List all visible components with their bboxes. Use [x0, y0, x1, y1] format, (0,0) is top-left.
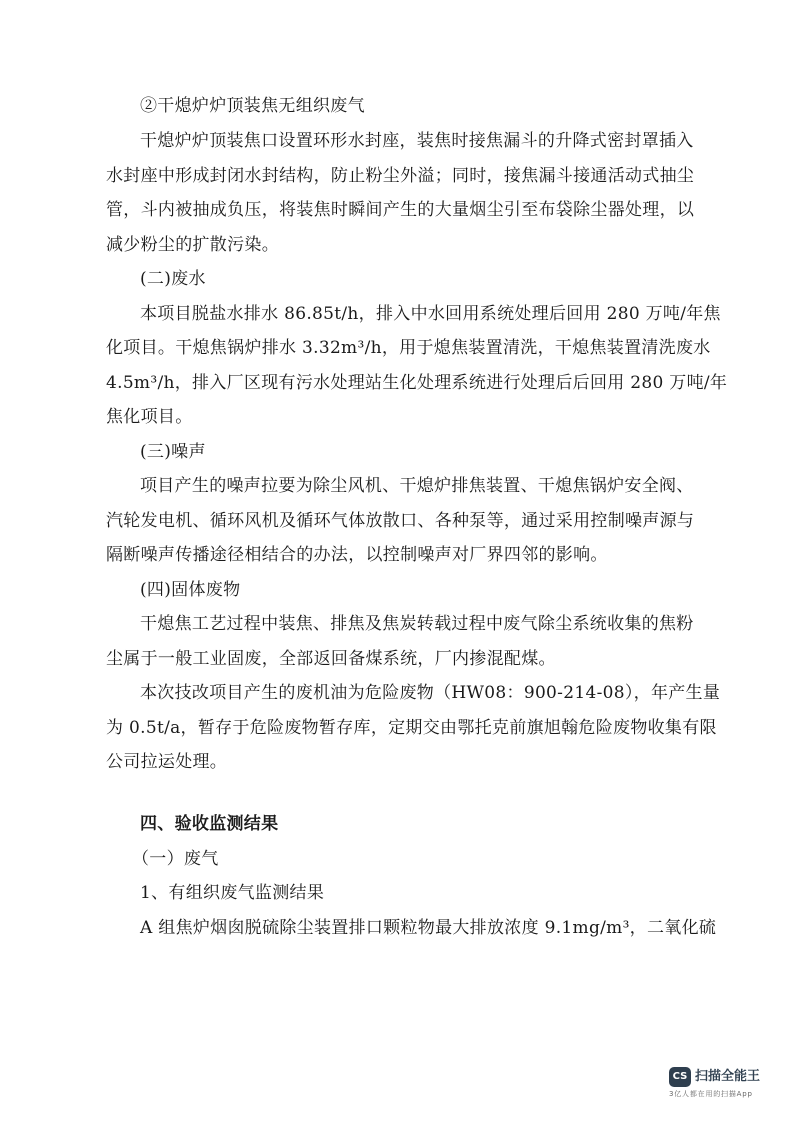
section-heading: （一）废气 [132, 849, 219, 869]
paragraph-line: 隔断噪声传播途径相结合的办法，以控制噪声对厂界四邻的影响。 [106, 545, 608, 565]
section-heading: (四)固体废物 [140, 580, 241, 600]
section-heading: (二)废水 [140, 269, 206, 289]
paragraph-line: 干熄焦工艺过程中装焦、排焦及焦炭转载过程中废气除尘系统收集的焦粉 [140, 614, 694, 634]
paragraph-line: 焦化项目。 [106, 407, 193, 427]
chapter-heading: 四、验收监测结果 [140, 814, 279, 834]
paragraph-line: 本项目脱盐水排水 86.85t/h，排入中水回用系统处理后回用 280 万吨/年焦 [140, 304, 721, 324]
scanner-watermark [665, 1065, 777, 1105]
paragraph-line: 尘属于一般工业固废，全部返回备煤系统，厂内掺混配煤。 [106, 649, 556, 669]
paragraph-line: 4.5m³/h，排入厂区现有污水处理站生化处理系统进行处理后后回用 280 万吨/年 [106, 373, 728, 393]
paragraph-line: 化项目。干熄焦锅炉排水 3.32m³/h，用于熄焦装置清洗，干熄焦装置清洗废水 [106, 338, 711, 358]
camscanner-logo-icon: CS [669, 1067, 691, 1087]
paragraph-line: 项目产生的噪声拉要为除尘风机、干熄炉排焦装置、干熄焦锅炉安全阀、 [140, 476, 694, 496]
paragraph-line: 本次技改项目产生的废机油为危险废物（HW08：900-214-08），年产生量 [140, 683, 721, 703]
section-heading: (三)噪声 [140, 442, 206, 462]
paragraph-line: 干熄炉炉顶装焦口设置环形水封座，装焦时接焦漏斗的升降式密封罩插入 [140, 131, 694, 151]
paragraph-line: 为 0.5t/a，暂存于危险废物暂存库，定期交由鄂托克前旗旭翰危险废物收集有限 [106, 718, 717, 738]
paragraph-line: 公司拉运处理。 [106, 752, 228, 772]
paragraph-line: 管，斗内被抽成负压，将装焦时瞬间产生的大量烟尘引至布袋除尘器处理，以 [106, 200, 695, 220]
paragraph-line: 减少粉尘的扩散污染。 [106, 235, 279, 255]
paragraph-line: 水封座中形成封闭水封结构，防止粉尘外溢；同时，接焦漏斗接通活动式抽尘 [106, 166, 695, 186]
subsection-title: ②干熄炉炉顶装焦无组织废气 [140, 96, 365, 116]
subsection-title: 1、有组织废气监测结果 [140, 883, 325, 903]
watermark-app-name: 扫描全能王 [695, 1069, 761, 1084]
paragraph-line: 汽轮发电机、循环风机及循环气体放散口、各种泵等，通过采用控制噪声源与 [106, 511, 695, 531]
paragraph-line: A 组焦炉烟囱脱硫除尘装置排口颗粒物最大排放浓度 9.1mg/m³，二氧化硫 [140, 918, 717, 938]
watermark-tagline: 3亿人都在用的扫描App [669, 1090, 753, 1098]
